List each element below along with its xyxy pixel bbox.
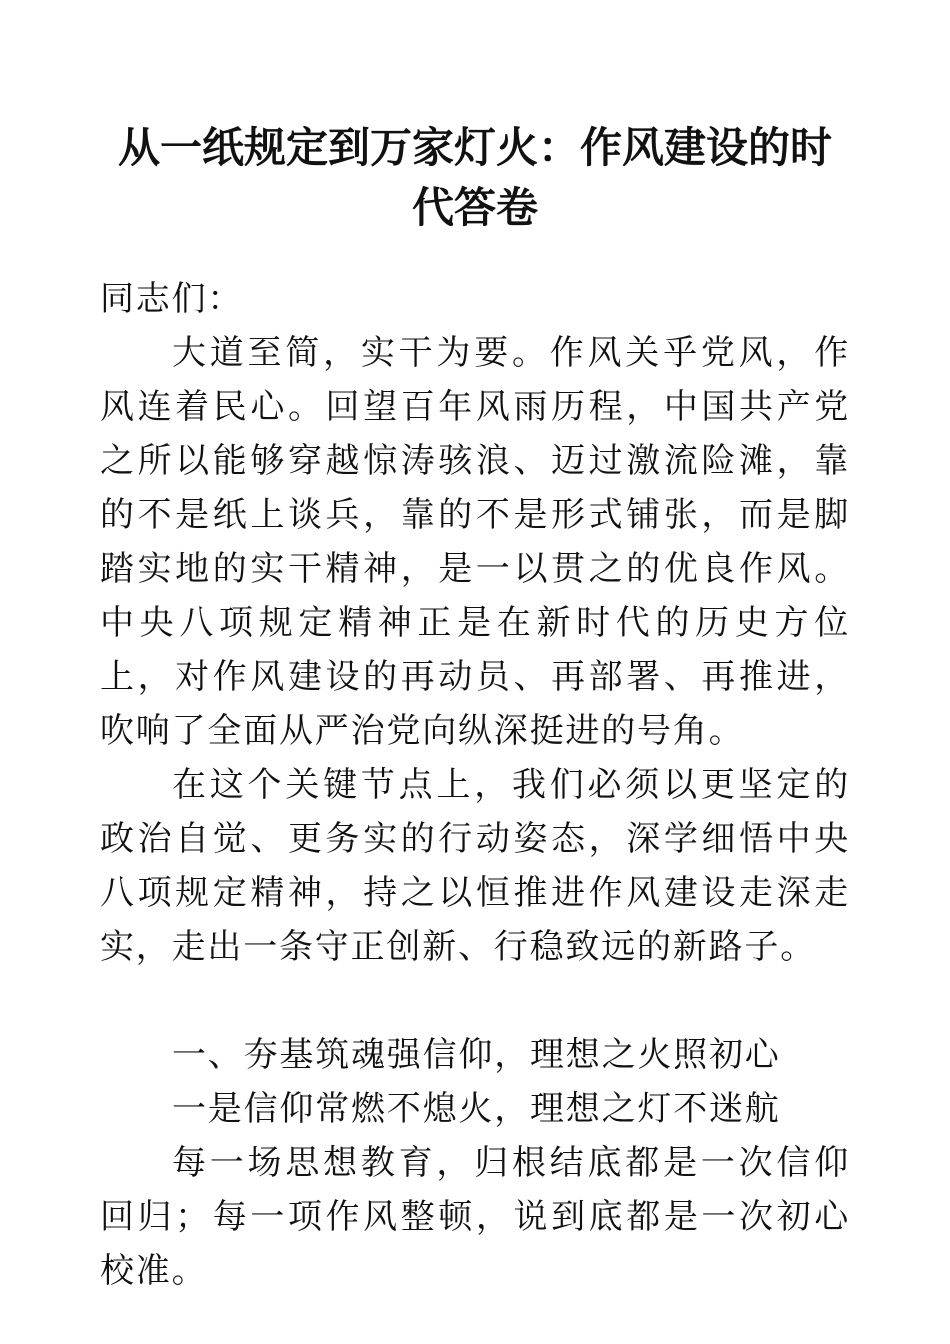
document-title: 从一纸规定到万家灯火：作风建设的时代答卷: [117, 123, 832, 232]
section-heading: 一、夯基筑魂强信仰，理想之火照初心: [172, 1035, 781, 1075]
section-spacer: [100, 974, 850, 1028]
section-paragraph: 每一场思想教育，归根结底都是一次信仰回归；每一项作风整顿，说到底都是一次初心校准。: [100, 1143, 850, 1291]
subsection-heading: 一是信仰常燃不熄火，理想之灯不迷航: [172, 1089, 781, 1129]
document-body: [100, 272, 850, 1298]
paragraph-call-to-action: 在这个关键节点上，我们必须以更坚定的政治自觉、更务实的行动姿态，深学细悟中央八项规定精神，持之以恒推进作风建设走深走实，走出一条守正创新、行稳致远的新路子。: [100, 765, 850, 967]
salutation: 同志们：: [100, 279, 244, 319]
paragraph-intro: 大道至简，实干为要。作风关乎党风，作风连着民心。回望百年风雨历程，中国共产党之所以能够穿越惊涛骇浪、迈过激流险滩，靠的不是纸上谈兵，靠的不是形式铺张，而是脚踏实地的实干精神，是一以贯之的优良作风。中央八项规定精神正是在新时代的历史方位上，对作风建设的再动员、再部署、再推进，吹响了全面从严治党向纵深挺进的号角。: [100, 333, 850, 751]
